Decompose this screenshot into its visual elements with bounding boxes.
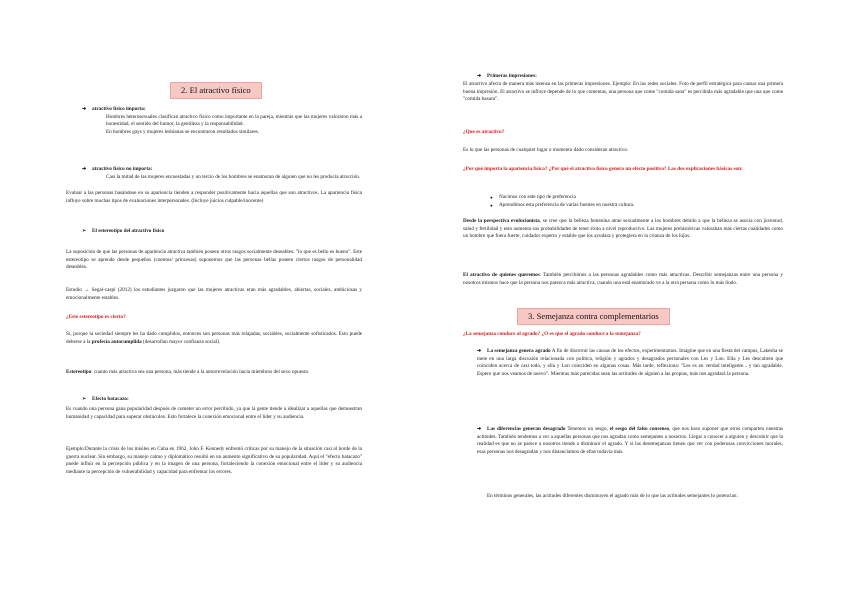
arrow-icon: ➔ [82, 166, 87, 172]
section-heading-semejanza: 3. Semejanza contra complementarios [517, 308, 670, 325]
list-item: ● Aprendimos esta preferencia de varias fuentes en nuestra cultura. [499, 202, 783, 210]
arrow-icon: ➔ [477, 73, 482, 79]
subheading-efecto: ➢ Efecto batacazo: [82, 396, 129, 402]
question-importa: ¿Por qué importa la apariencia física? ¿Por qué el atractivo físico genera un efecto positivo? Las dos explicaciones básicas son: [463, 166, 743, 172]
bullet-semejanza: ➔ La semejanza genera agrado A fin de discernir las causas de los efectos, experimentamos. Imagine que en una fiesta del campus, Lakesha se mete en una larga discusión relacionada con política, religión y agrados y desagrados personales con Les y Lon. Ella y Les descubren que coinciden acerca de casi todo, y ella y Lon coinciden en algunas cosas. Más tarde, reflexiona: "Les es en verdad inteligente... y tan agradable. Espero que nos veamos de nuevo". Mientras más parecidas sean las actitudes de alguien a las propias, más nos agradará la persona. [477, 348, 783, 377]
arrow-icon: ➔ [82, 106, 87, 112]
paragraph-estudio: Estudio → Segal-caspi (2012) los estudiantes juzgaron que las mujeres atractivas eran más agradables, abiertas, sociales, ambiciosas y emocionalmente estables. [66, 287, 362, 301]
paragraph-efecto: Es cuando una persona gana popularidad después de cometer un error percibido, ya que la gente tiende a idealizar a aquellas que demuestran humanidad y capacidad para superar obstáculos. Esto fortalece la conexión emocional entre el líder y su audiencia. [66, 406, 362, 420]
subheading-estereotipo: ➢ El estereotipo del atractivo físico [82, 228, 165, 234]
paragraph-quienes: El atractivo de quienes queremos: También percibimos a las personas agradables como más atractivas. Describir semejanzas entre una persona y nosotros mismos hace que la persona nos parezca más atractiva, cuando una está enamorado ve a la otra persona como lo más lindo. [463, 272, 783, 286]
question-cierto: ¿Este estereotipo es cierto? [66, 314, 126, 320]
paragraph-evaluar: Evaluar a las personas basándose en su apariencia tienden a responder positivamente hacia aquellas que son atractivos. La apariencia física influye sobre muchas tipos de evaluaciones interpersonales. (Incluye juicios culpable/inocente) [66, 190, 362, 204]
bullet-importa: ➔ atractivo físico importa: Hombres heterosexuales clasifican atractivo físico como importante en la pareja, mientras que las mujeres valoraron más a honestidad, el sentido del humor, la gentileza y la responsabilidad. En hombres gays y mujeres lesbianas se encontraron resultados similares. [82, 106, 362, 135]
list-item: ● Nacimos con este tipo de preferencia [499, 194, 783, 202]
bullet-list [463, 194, 783, 209]
arrow-icon: ➔ [477, 348, 482, 354]
bullet-no-importa: ➔ atractivo físico no importa: Casi la mitad de las mujeres encuestadas y un tercio de los hombres se enamoran de alguien que no les producía atracción. [82, 166, 361, 180]
paragraph-suposicion: La suposición de que las personas de apariencia atractiva también poseen otros rasgos socialmente deseables: "lo que es bello es bueno". Este estereotipo se aprende desde pequeños (cuentos/ princesas) suponemos que las personas bellas poseen ciertos rasgos de personalidad deseables. [66, 249, 362, 271]
paragraph-ejemplo: Ejemplo:Durante la crisis de los misiles en Cuba en 1962, John F. Kennedy enfrentó críticas por su manejo de la situación casi al borde de la guerra nuclear. Sin embargo, su manejo calmo y diplomático resultó en un aumento significativo de su popularidad. Aquí el "efecto batacazo" puede influir en la percepción pública y en la imagen de una persona, fortaleciendo la conexión emocional entre el líder y su audiencia mediante la percepción de vulnerabilidad y capacidad para enfrentar los errores. [66, 446, 362, 475]
paragraph-final: En términos generales, las actitudes diferentes disminuyen el agrado más de lo que las actitudes semejantes lo potencian. [487, 493, 738, 499]
question-que: ¿Que es atractivo? [463, 129, 505, 135]
paragraph-evolucionista: Desde la perspectiva evolucionista, se cree que la belleza femenina atrae sexualmente a los hombres debido a que la belleza se asocia con juventud, salud y fertilidad y esto aumenta sus probabilidades de tener éxito a nivel reproductivo. Las mujeres prehistóricas valoraban más ciertas cualidades como un hombre que fuera fuerte, cuidador experto y estable que los ayudara y protegiera en la crianza de los hijos. [463, 218, 783, 240]
arrow-icon: ➢ [82, 228, 87, 234]
paragraph-si: Sí, porque la sociedad siempre les ha dado cumplidos, entonces son personas más relajadas, sociables, socialmente sofisticados. Esto puede deberse a la profecía autocumplida (desarrollan mayor confianza social). [66, 331, 362, 345]
question-semejanza: ¿La semejanza conduce al agrado? ¿O es que el agrado conduce a la semejanza? [463, 331, 641, 337]
arrow-icon: ➢ [82, 396, 87, 402]
bullet-diferencias: ➔ Las diferencias generan desagrado Tenemos un sesgo, el sesgo del falso consenso, que nos hace suponer que otros comparten nuestras actitudes. También tendemos a ver a aquellas personas que nos agradan como semejantes a nosotros. Llegar a conocer a alguien y descubrir que la realidad es que no se parece a nosotros tiende a disminuir el agrado. Y si las desemejanzas tienen que ver con poderosas convicciones morales, esas personas nos desagradan y nos distanciamos de ellas todavía más. [477, 426, 783, 455]
paragraph-primeras: El atractivo afecta de manera más intensa en las primeras impresiones. Ejemplo: En las redes sociales: Foto de perfil estratégica para causar una primera buena impresión. El atractivo se influye depende de lo que comentas, una persona que come "comida sana" es percibida más agradable que una que come "comida basura". [463, 81, 783, 103]
subheading-primeras: ➔ Primeras impresiones: [477, 73, 537, 79]
paragraph-estereotipo: Estereotipo: cuanto más atractiva sea una persona, más tiende a la autorrevelación hacia miembros del sexo opuesto. [66, 369, 310, 375]
arrow-icon: ➔ [477, 426, 482, 432]
paragraph-que: Es lo que las personas de cualquier lugar o momento dado consideran atractivo. [463, 147, 629, 153]
section-heading-atractivo: 2. El atractivo físico [170, 82, 262, 99]
